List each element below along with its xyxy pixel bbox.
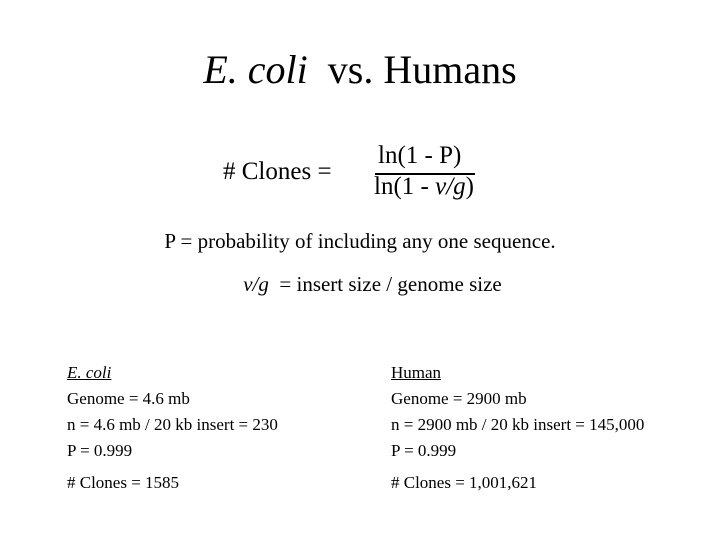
title-rest: vs. Humans (327, 47, 517, 92)
ecoli-heading: E. coli (67, 363, 112, 382)
human-clones: # Clones = 1,001,621 (391, 473, 538, 492)
human-column (391, 360, 644, 464)
title-organism: E. coli (203, 47, 308, 92)
formula-denominator (374, 172, 474, 202)
human-p: P = 0.999 (391, 441, 457, 460)
slide-title (0, 46, 720, 94)
denominator-italic: v/g (435, 173, 466, 200)
ecoli-column (67, 360, 278, 464)
vg-definition (0, 271, 720, 297)
p-definition: P = probability of including any one sequence. (164, 229, 556, 253)
human-n: n = 2900 mb / 20 kb insert = 145,000 (391, 415, 645, 434)
ecoli-n: n = 4.6 mb / 20 kb insert = 230 (67, 415, 278, 434)
human-genome: Genome = 2900 mb (391, 389, 527, 408)
denominator-prefix: ln(1 - (374, 173, 436, 200)
formula-numerator: ln(1 - P) (378, 142, 462, 169)
ecoli-p: P = 0.999 (67, 441, 133, 460)
formula-label: # Clones = (223, 158, 332, 185)
ecoli-clones: # Clones = 1585 (67, 473, 180, 492)
human-heading: Human (391, 363, 442, 382)
vg-text: = insert size / genome size (279, 272, 502, 296)
denominator-suffix: ) (465, 173, 474, 200)
ecoli-genome: Genome = 4.6 mb (67, 389, 190, 408)
vg-symbol: v/g (243, 272, 269, 296)
